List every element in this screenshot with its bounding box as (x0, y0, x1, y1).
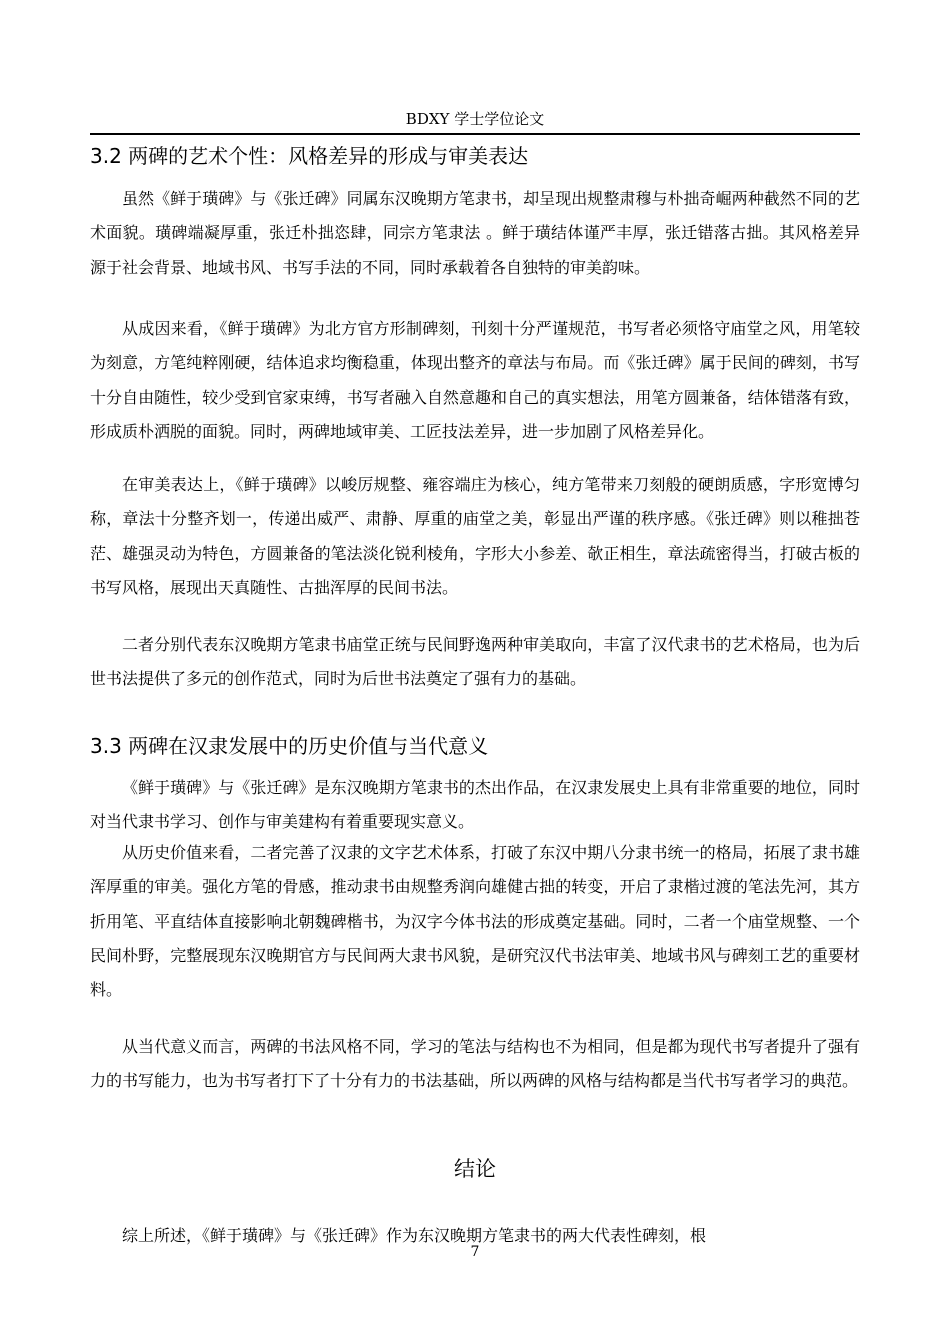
section-heading-3-2: 3.2 两碑的艺术个性：风格差异的形成与审美表达 (90, 144, 529, 168)
paragraph-3-3-3: 从当代意义而言，两碑的书法风格不同，学习的笔法与结构也不为相同，但是都为现代书写者提升了强有力的书写能力，也为书写者打下了十分有力的书法基础，所以两碑的风格与结构都是当代书写者学习的典范。 (90, 1037, 860, 1091)
conclusion-paragraph: 综上所述，《鲜于璜碑》与《张迁碑》作为东汉晚期方笔隶书的两大代表性碑刻，根 (122, 1226, 707, 1245)
paragraph-3-2-4: 二者分别代表东汉晚期方笔隶书庙堂正统与民间野逸两种审美取向，丰富了汉代隶书的艺术格局，也为后世书法提供了多元的创作范式，同时为后世书法奠定了强有力的基础。 (90, 635, 860, 689)
page-number: 7 (470, 1244, 480, 1260)
section-heading-3-3: 3.3 两碑在汉隶发展中的历史价值与当代意义 (90, 734, 489, 758)
conclusion-title: 结论 (454, 1157, 496, 1181)
paragraph-3-2-3: 在审美表达上，《鲜于璜碑》以峻厉规整、雍容端庄为核心，纯方笔带来刀刻般的硬朗质感，字形宽博匀称，章法十分整齐划一，传递出威严、肃静、厚重的庙堂之美，彰显出严谨的秩序感。《张迁碑》则以稚拙苍茫、雄强灵动为特色，方圆兼备的笔法淡化锐利棱角，字形大小参差、欹正相生，章法疏密得当，打破古板的书写风格，展现出天真随性、古拙浑厚的民间书法。 (90, 475, 860, 597)
paragraph-3-2-2: 从成因来看，《鲜于璜碑》为北方官方形制碑刻，刊刻十分严谨规范，书写者必须恪守庙堂之风，用笔较为刻意，方笔纯粹刚硬，结体追求均衡稳重，体现出整齐的章法与布局。而《张迁碑》属于民间的碑刻，书写十分自由随性，较少受到官家束缚，书写者融入自然意趣和自己的真实想法，用笔方圆兼备，结体错落有致，形成质朴洒脱的面貌。同时，两碑地域审美、工匠技法差异，进一步加剧了风格差异化。 (90, 319, 860, 441)
paragraph-3-3-1: 《鲜于璜碑》与《张迁碑》是东汉晚期方笔隶书的杰出作品，在汉隶发展史上具有非常重要的地位，同时对当代隶书学习、创作与审美建构有着重要现实意义。 (90, 778, 860, 832)
header-rule (90, 133, 860, 135)
paragraph-3-3-2: 从历史价值来看，二者完善了汉隶的文字艺术体系，打破了东汉中期八分隶书统一的格局，拓展了隶书雄浑厚重的审美。强化方笔的骨感，推动隶书由规整秀润向雄健古拙的转变，开启了隶楷过渡的笔法先河，其方折用笔、平直结体直接影响北朝魏碑楷书，为汉字今体书法的形成奠定基础。同时，二者一个庙堂规整、一个民间朴野，完整展现东汉晚期官方与民间两大隶书风貌，是研究汉代书法审美、地域书风与碑刻工艺的重要材料。 (90, 843, 860, 1000)
paragraph-3-2-1: 虽然《鲜于璜碑》与《张迁碑》同属东汉晚期方笔隶书，却呈现出规整肃穆与朴拙奇崛两种截然不同的艺术面貌。璜碑端凝厚重，张迁朴拙恣肆，同宗方笔隶法 。鲜于璜结体谨严丰厚，张迁错落古拙。其风格差异源于社会背景、地域书风、书写手法的不同，同时承载着各自独特的审美韵味。 (90, 189, 860, 277)
page-header: BDXY 学士学位论文 (405, 110, 545, 128)
